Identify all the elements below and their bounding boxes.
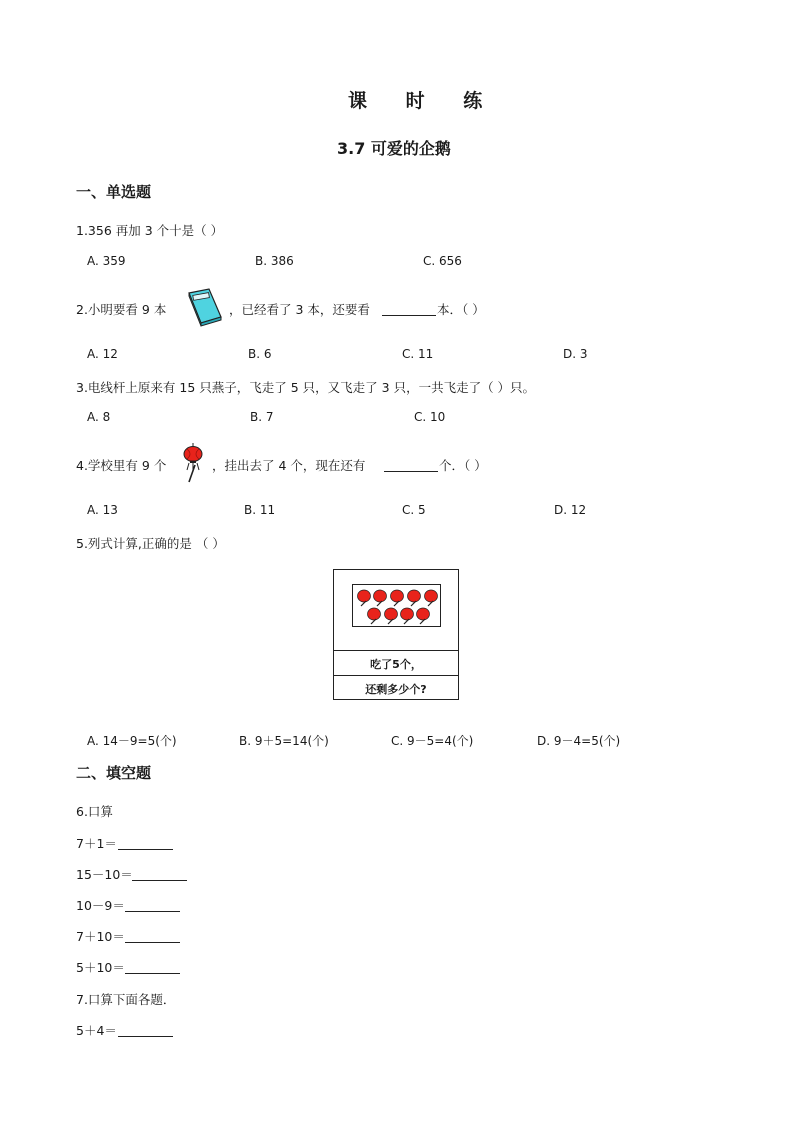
q2-option-d[interactable]: D. 3 <box>563 347 588 361</box>
q6-answer-blank-4[interactable] <box>125 941 180 943</box>
q4-option-a[interactable]: A. 13 <box>87 503 118 517</box>
q4-option-d[interactable]: D. 12 <box>554 503 587 517</box>
q4-option-c[interactable]: C. 5 <box>402 503 426 517</box>
q6-item-5: 5＋10＝ <box>76 960 125 975</box>
q7-answer-blank-1[interactable] <box>118 1035 173 1037</box>
q6-item-2: 15－10＝ <box>76 867 133 882</box>
question-4-end: 个．（ ） <box>439 458 487 473</box>
figure-caption-line2: 还剩多少个? <box>334 675 458 701</box>
question-5: 5.列式计算,正确的是 （ ） <box>76 536 225 551</box>
lantern-8 <box>401 608 414 624</box>
q2-option-c[interactable]: C. 11 <box>402 347 434 361</box>
section-heading-single-choice: 一、单选题 <box>76 183 152 201</box>
question-3: 3.电线杆上原来有 15 只燕子，飞走了 5 只，又飞走了 3 只，一共飞走了（ ）只。 <box>76 380 536 395</box>
q6-answer-blank-2[interactable] <box>132 879 187 881</box>
q1-option-a[interactable]: A. 359 <box>87 254 126 268</box>
q6-item-3: 10－9＝ <box>76 898 125 913</box>
question-4-start: 4.学校里有 9 个 <box>76 458 167 473</box>
notebook-icon <box>185 287 223 327</box>
q5-option-b[interactable]: B. 9＋5=14(个) <box>239 734 329 748</box>
q2-answer-blank[interactable] <box>382 314 436 316</box>
lantern-1 <box>358 590 371 606</box>
question-2-start: 2.小明要看 9 本 <box>76 302 167 317</box>
q5-option-d[interactable]: D. 9－4=5(个) <box>537 734 621 748</box>
lantern-3 <box>391 590 404 606</box>
q3-option-b[interactable]: B. 7 <box>250 410 274 424</box>
question-6: 6.口算 <box>76 804 113 819</box>
q7-item-1: 5＋4＝ <box>76 1023 117 1038</box>
question-2-middle: ，已经看了 3 本，还要看 <box>229 302 370 317</box>
q5-figure <box>333 569 459 700</box>
q6-answer-blank-3[interactable] <box>125 910 180 912</box>
q2-option-b[interactable]: B. 6 <box>248 347 272 361</box>
page-title: 课 时 练 <box>348 90 499 112</box>
q6-answer-blank-5[interactable] <box>125 972 180 974</box>
q4-option-b[interactable]: B. 11 <box>244 503 276 517</box>
figure-caption-line1: 吃了5个， <box>334 650 458 676</box>
q4-answer-blank[interactable] <box>384 470 438 472</box>
q6-item-1: 7＋1＝ <box>76 836 117 851</box>
lantern-icon <box>180 443 206 483</box>
question-4-middle: ，挂出去了 4 个，现在还有 <box>212 458 366 473</box>
question-1: 1.356 再加 3 个十是（ ） <box>76 223 224 238</box>
lantern-2 <box>374 590 387 606</box>
q6-item-4: 7＋10＝ <box>76 929 125 944</box>
q2-option-a[interactable]: A. 12 <box>87 347 118 361</box>
q1-option-c[interactable]: C. 656 <box>423 254 462 268</box>
lantern-4 <box>408 590 421 606</box>
q3-option-a[interactable]: A. 8 <box>87 410 111 424</box>
lantern-5 <box>425 590 438 606</box>
lanterns-icon <box>352 584 441 627</box>
question-2-end: 本．（ ） <box>437 302 485 317</box>
q6-answer-blank-1[interactable] <box>118 848 173 850</box>
q3-option-c[interactable]: C. 10 <box>414 410 446 424</box>
q5-option-c[interactable]: C. 9－5=4(个) <box>391 734 474 748</box>
lantern-7 <box>385 608 398 624</box>
question-7: 7.口算下面各题． <box>76 992 176 1007</box>
q1-option-b[interactable]: B. 386 <box>255 254 294 268</box>
lantern-9 <box>417 608 430 624</box>
section-heading-fill-blank: 二、填空题 <box>76 764 152 782</box>
page-subtitle: 3.7 可爱的企鹅 <box>337 139 451 158</box>
q5-option-a[interactable]: A. 14－9=5(个) <box>87 734 177 748</box>
lantern-6 <box>368 608 381 624</box>
